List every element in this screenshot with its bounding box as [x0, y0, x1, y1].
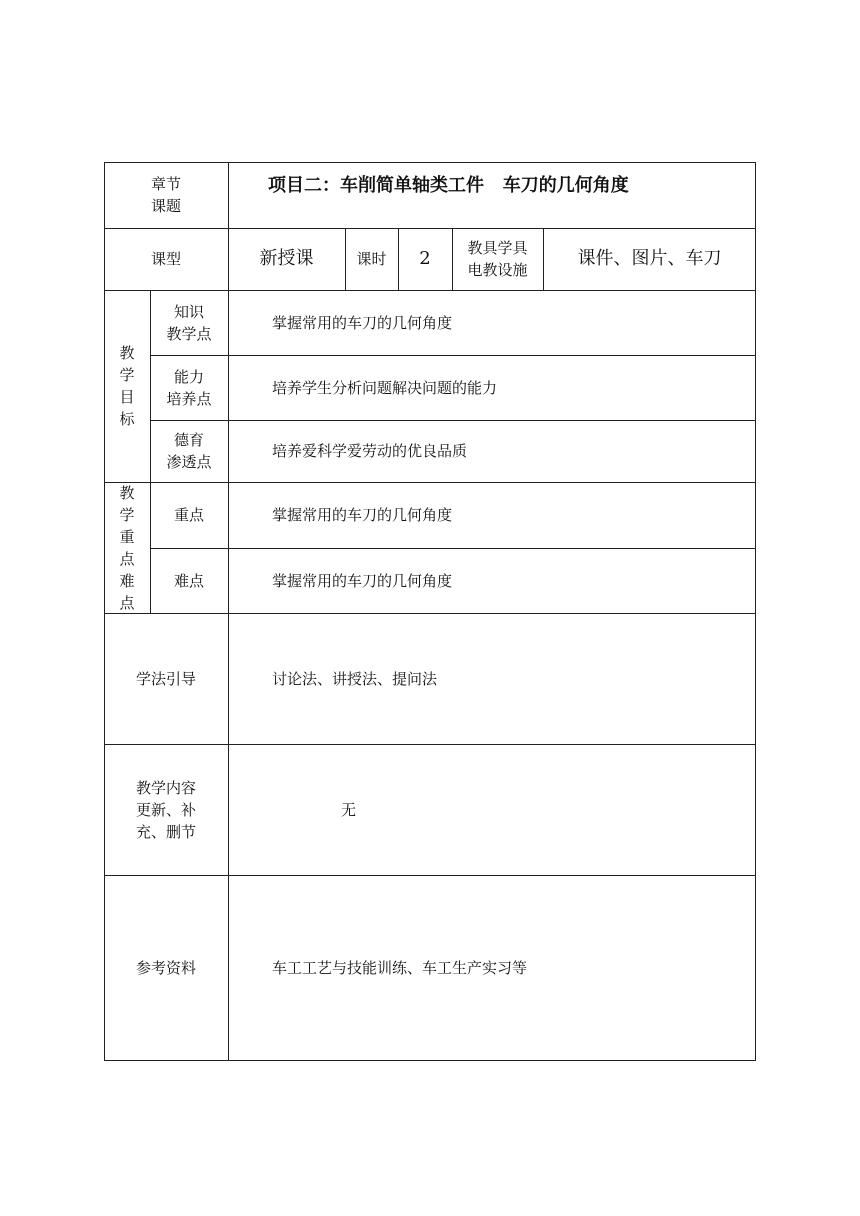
teaching-tools-value: 课件、图片、车刀 — [577, 248, 722, 269]
references-label: 参考资料 — [135, 958, 196, 977]
key-point-text: 掌握常用的车刀的几何角度 — [272, 506, 453, 524]
chapter-label: 章节 课题 — [150, 175, 181, 215]
updates-text: 无 — [341, 800, 357, 819]
knowledge-label: 知识 教学点 — [166, 302, 212, 343]
class-hours-label: 课时 — [356, 250, 387, 268]
table-border-right — [755, 162, 756, 1061]
objectives-group-label: 教 学 目 标 — [119, 344, 135, 428]
ability-label: 能力 培养点 — [166, 367, 212, 408]
key-point-label: 重点 — [173, 506, 204, 524]
references-text: 车工工艺与技能训练、车工生产实习等 — [272, 958, 528, 977]
moral-text: 培养爱科学爱劳动的优良品质 — [272, 442, 468, 460]
knowledge-text: 掌握常用的车刀的几何角度 — [272, 313, 453, 332]
course-type-label: 课型 — [150, 250, 181, 268]
course-type-value: 新授课 — [259, 248, 314, 269]
moral-label: 德育 渗透点 — [166, 431, 212, 471]
methods-text: 讨论法、讲授法、提问法 — [272, 669, 438, 688]
teaching-tools-label: 教具学具 电教设施 — [467, 239, 528, 279]
table-border-bottom — [104, 1060, 756, 1061]
ability-text: 培养学生分析问题解决问题的能力 — [272, 378, 498, 397]
key-points-group-label: 教 学 重 点 难 点 — [119, 484, 135, 612]
chapter-title: 项目二：车削简单轴类工件 车刀的几何角度 — [268, 175, 629, 196]
class-hours-value: 2 — [419, 248, 431, 269]
difficult-point-label: 难点 — [173, 571, 204, 590]
column-divider — [228, 162, 229, 1061]
methods-label: 学法引导 — [135, 669, 196, 688]
updates-label: 教学内容 更新、补 充、删节 — [135, 778, 196, 841]
difficult-point-text: 掌握常用的车刀的几何角度 — [272, 571, 453, 590]
